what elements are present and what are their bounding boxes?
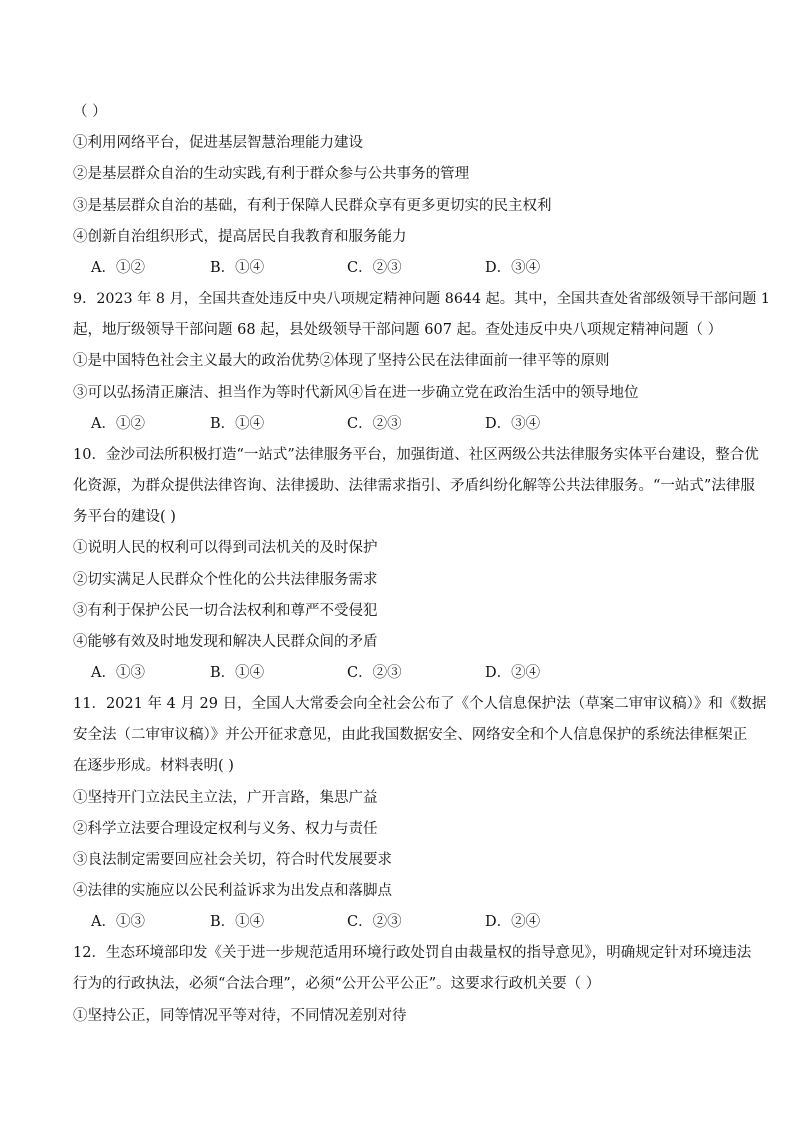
statement-4: ④创新自治组织形式，提高居民自我教育和服务能力 (73, 229, 407, 245)
option-b: B．①④ (210, 665, 265, 681)
statement-2: ②切实满足人民群众个性化的公共法律服务需求 (73, 572, 378, 588)
option-c: C．②③ (347, 665, 402, 681)
option-a: A．①② (91, 260, 145, 276)
question-10-stem-line-2: 化资源，为群众提供法律咨询、法律援助、法律需求指引、矛盾纠纷化解等公共法律服务。“一站式”法律服 (73, 478, 755, 494)
statement-4: ④能够有效及时地发现和解决人民群众间的矛盾 (73, 634, 378, 650)
option-b: B．①④ (210, 416, 265, 432)
option-d: D．②④ (485, 665, 541, 681)
statement-1: ①说明人民的权利可以得到司法机关的及时保护 (73, 540, 378, 556)
question-11-stem-line-1: 11．2021 年 4 月 29 日，全国人大常委会向全社会公布了《个人信息保护法（草案二审审议稿）》和《数据 (73, 696, 767, 712)
question-12-stem-line-1: 12．生态环境部印发《关于进一步规范适用环境行政处罚自由裁量权的指导意见》，明确规定针对环境违法 (73, 945, 752, 961)
question-10-stem-line-1: 10．金沙司法所积极打造“一站式”法律服务平台，加强街道、社区两级公共法律服务实体平台建设，整合优 (73, 447, 759, 463)
statement-1: ①坚持公正，同等情况平等对待，不同情况差别对待 (73, 1008, 407, 1024)
statement-4: ④法律的实施应以公民利益诉求为出发点和落脚点 (73, 883, 392, 899)
question-9-stem-line-2: 起，地厅级领导干部问题 68 起，县处级领导干部问题 607 起。查处违反中央八项规定精神问题（ ） (73, 322, 723, 338)
option-a: A．①③ (91, 914, 145, 930)
statement-2: ②科学立法要合理设定权利与义务、权力与责任 (73, 821, 378, 837)
option-a: A．①③ (91, 665, 145, 681)
statement-3: ③有利于保护公民一切合法权利和尊严不受侵犯 (73, 603, 378, 619)
statement-1-2: ①是中国特色社会主义最大的政治优势②体现了坚持公民在法律面前一律平等的原则 (73, 353, 610, 369)
question-9-stem-line-1: 9．2023 年 8 月，全国共查处违反中央八项规定精神问题 8644 起。其中，全国共查处省部级领导干部问题 1 (73, 291, 770, 307)
question-11-stem-line-3: 在逐步形成。材料表明( ) (73, 758, 234, 774)
option-d: D．③④ (485, 416, 541, 432)
statement-3: ③良法制定需要回应社会关切，符合时代发展要求 (73, 852, 392, 868)
statement-1: ①利用网络平台，促进基层智慧治理能力建设 (73, 135, 363, 151)
question-11-stem-line-2: 安全法（二审审议稿）》并公开征求意见，由此我国数据安全、网络安全和个人信息保护的系统法律框架正 (73, 727, 748, 743)
option-b: B．①④ (210, 260, 265, 276)
statement-2: ②是基层群众自治的生动实践,有利于群众参与公共事务的管理 (73, 166, 470, 182)
statement-3-4: ③可以弘扬清正廉洁、担当作为等时代新风④旨在进一步确立党在政治生活中的领导地位 (73, 385, 639, 401)
question-12-stem-line-2: 行为的行政执法，必须“合法合理”，必须“公开公平公正”。这要求行政机关要（ ） (73, 976, 601, 992)
option-c: C．②③ (347, 914, 402, 930)
option-d: D．③④ (485, 260, 541, 276)
question-10-stem-line-3: 务平台的建设( ) (73, 509, 176, 525)
option-a: A．①② (91, 416, 145, 432)
option-d: D．②④ (485, 914, 541, 930)
option-c: C．②③ (347, 260, 402, 276)
statement-3: ③是基层群众自治的基础，有利于保障人民群众享有更多更切实的民主权利 (73, 198, 552, 214)
option-b: B．①④ (210, 914, 265, 930)
statement-1: ①坚持开门立法民主立法，广开言路，集思广益 (73, 790, 378, 806)
question-blank-bracket: （ ） (73, 104, 107, 120)
option-c: C．②③ (347, 416, 402, 432)
